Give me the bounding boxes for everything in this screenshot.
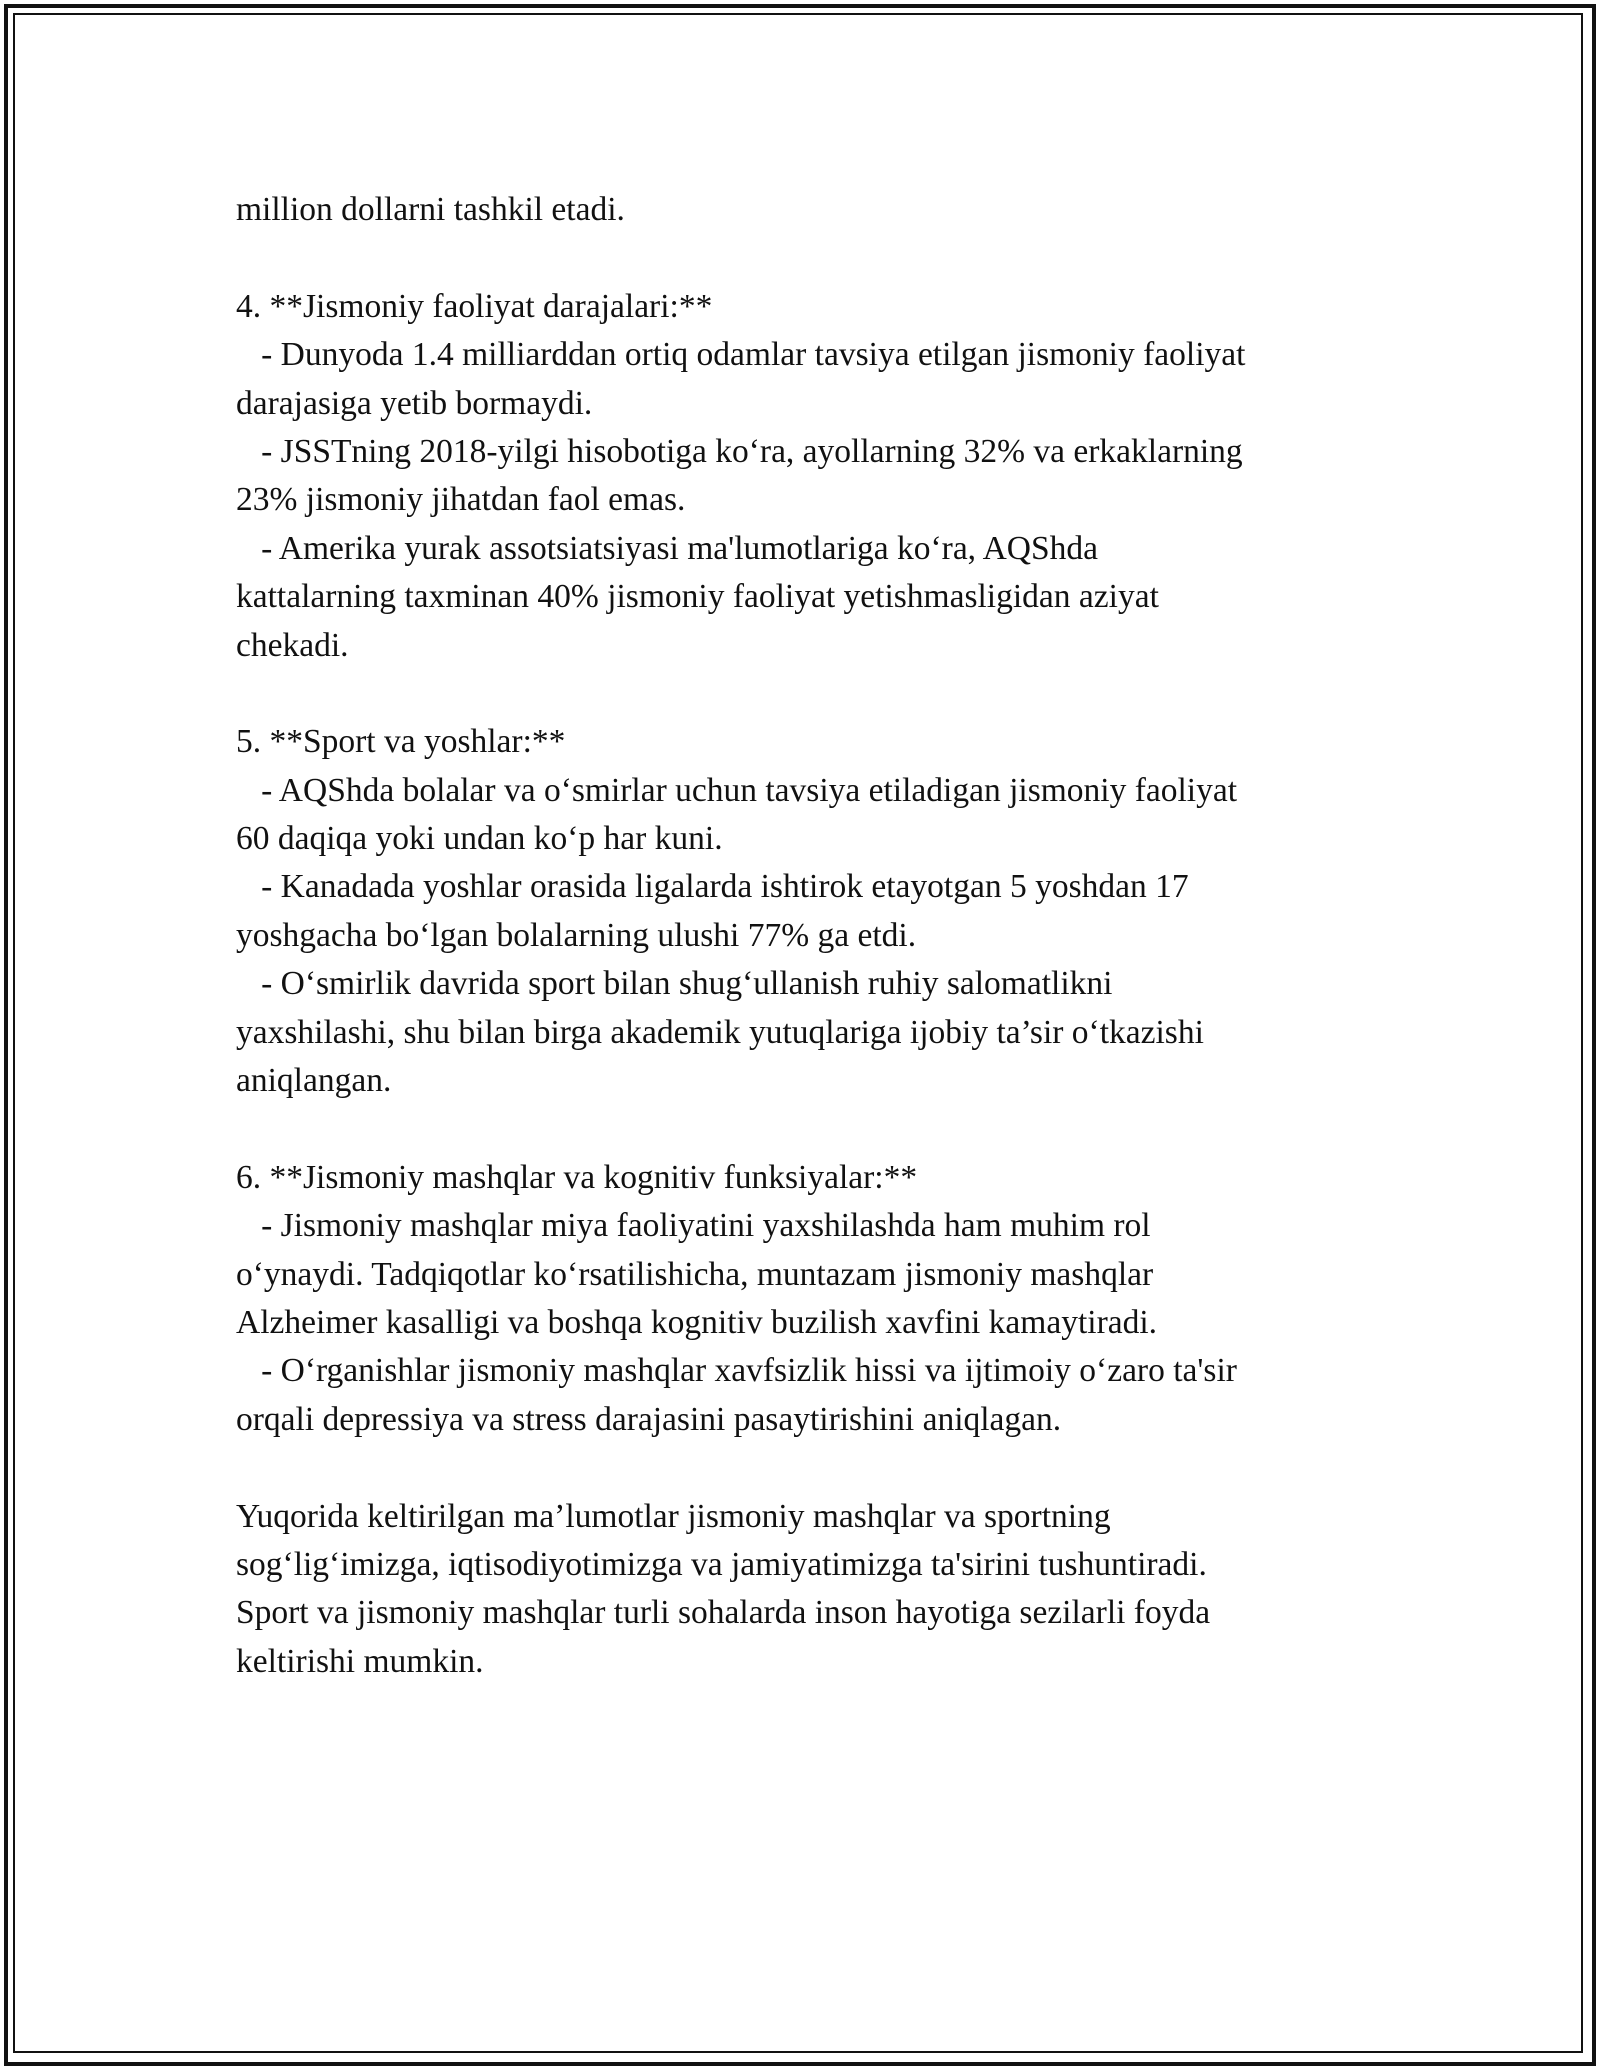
conclusion-line: Yuqorida keltirilgan ma’lumotlar jismoniy mashqlar va sportning [236, 1497, 1111, 1535]
blank-line [236, 1444, 1376, 1492]
text-line: o‘ynaydi. Tadqiqotlar ko‘rsatilishicha, muntazam jismoniy mashqlar [236, 1255, 1154, 1293]
blank-line [236, 234, 1376, 282]
text-line: - Dunyoda 1.4 milliarddan ortiq odamlar tavsiya etilgan jismoniy faoliyat [236, 336, 1246, 374]
section-heading: 6. **Jismoniy mashqlar va kognitiv funksiyalar:** [236, 1158, 918, 1196]
document-body [236, 186, 1376, 1686]
conclusion-line: keltirishi mumkin. [236, 1642, 484, 1680]
section-heading: 4. **Jismoniy faoliyat darajalari:** [236, 287, 713, 325]
text-line: kattalarning taxminan 40% jismoniy faoliyat yetishmasligidan aziyat [236, 578, 1159, 616]
text-line: yoshgacha bo‘lgan bolalarning ulushi 77% ga etdi. [236, 916, 917, 954]
text-line: - AQShda bolalar va o‘smirlar uchun tavsiya etiladigan jismoniy faoliyat [236, 771, 1238, 809]
text-line: 23% jismoniy jihatdan faol emas. [236, 481, 686, 519]
text-line: million dollarni tashkil etadi. [236, 191, 625, 228]
text-line: chekadi. [236, 626, 349, 664]
text-line: darajasiga yetib bormaydi. [236, 384, 593, 422]
text-line: - O‘rganishlar jismoniy mashqlar xavfsizlik hissi va ijtimoiy o‘zaro ta'sir [236, 1352, 1237, 1390]
conclusion-line: Sport va jismoniy mashqlar turli sohalarda inson hayotiga sezilarli foyda [236, 1594, 1211, 1632]
text-line: yaxshilashi, shu bilan birga akademik yutuqlariga ijobiy ta’sir o‘tkazishi [236, 1013, 1204, 1051]
text-line: - O‘smirlik davrida sport bilan shug‘ullanish ruhiy salomatlikni [236, 965, 1113, 1003]
text-line: orqali depressiya va stress darajasini pasaytirishini aniqlagan. [236, 1400, 1062, 1438]
section-heading: 5. **Sport va yoshlar:** [236, 723, 566, 761]
text-line: - JSSTning 2018-yilgi hisobotiga ko‘ra, ayollarning 32% va erkaklarning [236, 432, 1243, 470]
blank-line [236, 670, 1376, 718]
text-line: - Kanadada yoshlar orasida ligalarda ishtirok etayotgan 5 yoshdan 17 [236, 868, 1189, 906]
text-line: Alzheimer kasalligi va boshqa kognitiv buzilish xavfini kamaytiradi. [236, 1303, 1158, 1341]
blank-line [236, 1105, 1376, 1153]
text-line: 60 daqiqa yoki undan ko‘p har kuni. [236, 820, 723, 858]
conclusion-line: sog‘lig‘imizga, iqtisodiyotimizga va jamiyatimizga ta'sirini tushuntiradi. [236, 1545, 1207, 1583]
text-line: aniqlangan. [236, 1062, 392, 1100]
text-line: - Amerika yurak assotsiatsiyasi ma'lumotlariga ko‘ra, AQShda [236, 529, 1098, 567]
text-line: - Jismoniy mashqlar miya faoliyatini yaxshilashda ham muhim rol [236, 1207, 1151, 1245]
